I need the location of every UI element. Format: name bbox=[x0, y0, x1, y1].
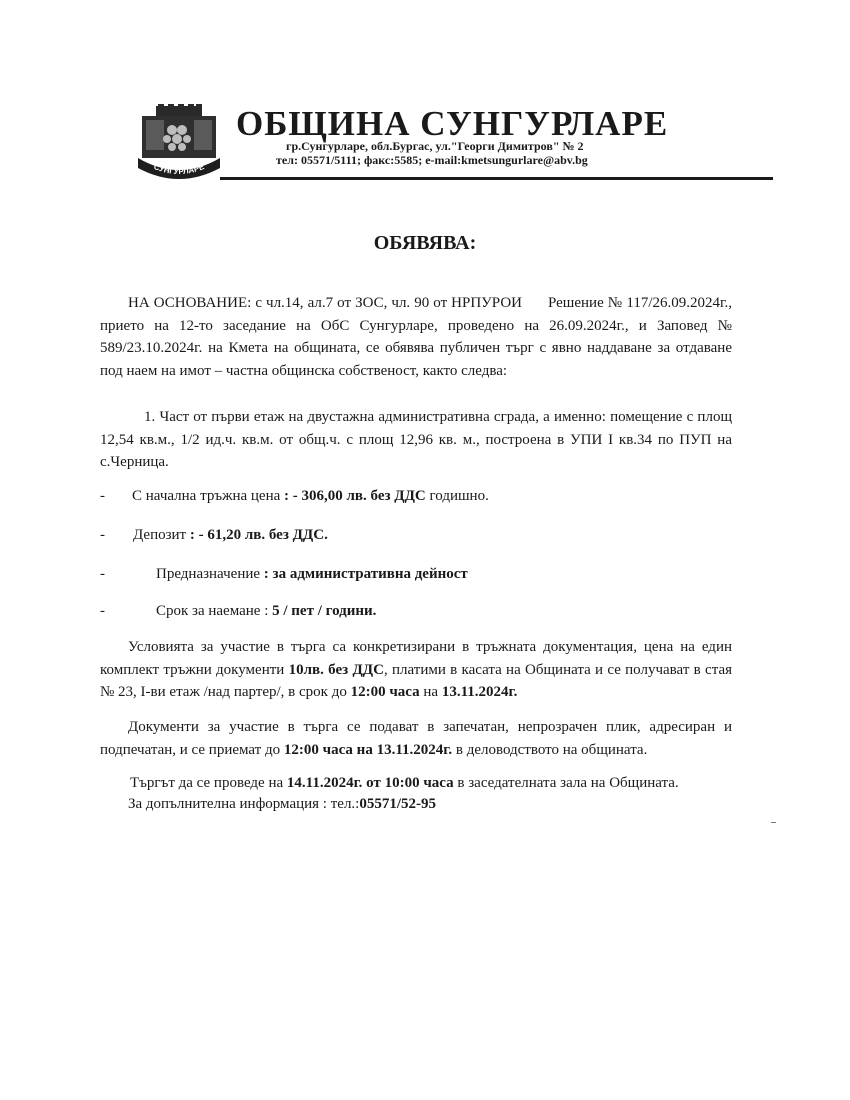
purpose-value: : за административна дейност bbox=[263, 566, 468, 582]
documents-text-1: Документи за участие в търга се подават в запечатан, непрозрачен плик, адресиран и подпечатан, и се приемат до bbox=[100, 719, 732, 758]
price-value: : - 306,00 лв. без ДДС bbox=[284, 488, 426, 504]
announcement-heading: ОБЯВЯВА: bbox=[373, 232, 477, 254]
municipality-crest-icon bbox=[134, 104, 224, 180]
price-label: С начална тръжна цена bbox=[132, 488, 281, 504]
crest-text: СУНГУРЛАРЕ bbox=[152, 162, 206, 177]
basis-lead: НА ОСНОВАНИЕ: с чл.14, ал.7 от ЗОС, чл. 90 от НРПУРОИ bbox=[128, 295, 522, 311]
term-line: - Срок за наемане : 5 / пет / години. bbox=[100, 603, 377, 619]
price-line: - С начална тръжна цена : - 306,00 лв. без ДДС годишно. bbox=[100, 488, 489, 504]
conditions-time: 12:00 часа bbox=[350, 684, 420, 700]
conditions-paragraph bbox=[100, 636, 732, 704]
auction-text-1: Търгът да се проведе на bbox=[130, 775, 284, 791]
deposit-value: : - 61,20 лв. без ДДС. bbox=[189, 527, 328, 543]
auction-text-2: в заседателната зала на Общината. bbox=[457, 775, 679, 791]
info-phone: 05571/52-95 bbox=[359, 796, 437, 812]
basis-text: Решение № 117/26.09.2024г., прието на 12-то заседание на ОбС Сунгурларе, проведено на 26.09.2024г., и Заповед № 589/23.10.2024г. на Кмета на общината, се обявява публичен търг с явно наддаване за отдаване под наем на имот – частна общинска собственост, както следва: bbox=[100, 295, 732, 379]
info-line bbox=[100, 793, 740, 815]
conditions-text-1: Условията за участие в търга са конкретизирани в тръжната документация, цена на един комплект тръжни документи bbox=[100, 639, 732, 678]
term-value: 5 / пет / години. bbox=[272, 603, 377, 619]
conditions-text-3: на bbox=[423, 684, 439, 700]
purpose-label: Предназначение bbox=[156, 566, 261, 582]
conditions-text-2: , платими в касата на Общината и се получават в стая № 23, I-ви етаж /над партер/, в срок до bbox=[100, 661, 733, 700]
org-title: ОБЩИНА СУНГУРЛАРЕ bbox=[236, 104, 669, 143]
org-address: гр.Сунгурларе, обл.Бургас, ул."Георги Димитров" № 2 bbox=[286, 139, 584, 153]
deposit-label: Депозит bbox=[133, 527, 187, 543]
info-label: За допълнителна информация : тел.: bbox=[128, 796, 360, 812]
purpose-line: - Предназначение : за административна дейност bbox=[100, 566, 468, 582]
scan-artifact bbox=[771, 822, 776, 823]
term-label: Срок за наемане : bbox=[156, 603, 269, 619]
price-suffix: годишно. bbox=[429, 488, 489, 504]
deposit-line: - Депозит : - 61,20 лв. без ДДС. bbox=[100, 527, 328, 543]
org-contacts: тел: 05571/5111; факс:5585; e-mail:kmetsungurlare@abv.bg bbox=[276, 153, 588, 167]
documents-deadline: 12:00 часа на 13.11.2024г. bbox=[283, 741, 453, 758]
property-item: 1. Част от първи етаж на двустажна административна сграда, а именно: помещение с площ 12,54 кв.м., 1/2 ид.ч. кв.м. от общ.ч. с площ 12,96 кв. м., построена в УПИ I кв.34 по ПУП на с.Черница. bbox=[100, 409, 732, 470]
documents-text-2: в деловодството на общината. bbox=[455, 741, 648, 758]
documents-paragraph bbox=[100, 716, 732, 761]
auction-date-time: 14.11.2024г. от 10:00 часа bbox=[286, 775, 454, 791]
basis-paragraph bbox=[100, 292, 732, 382]
header-divider bbox=[220, 177, 773, 180]
documentation-price: 10лв. без ДДС bbox=[288, 661, 384, 678]
auction-line bbox=[100, 772, 740, 794]
conditions-date: 13.11.2024г. bbox=[441, 684, 518, 700]
